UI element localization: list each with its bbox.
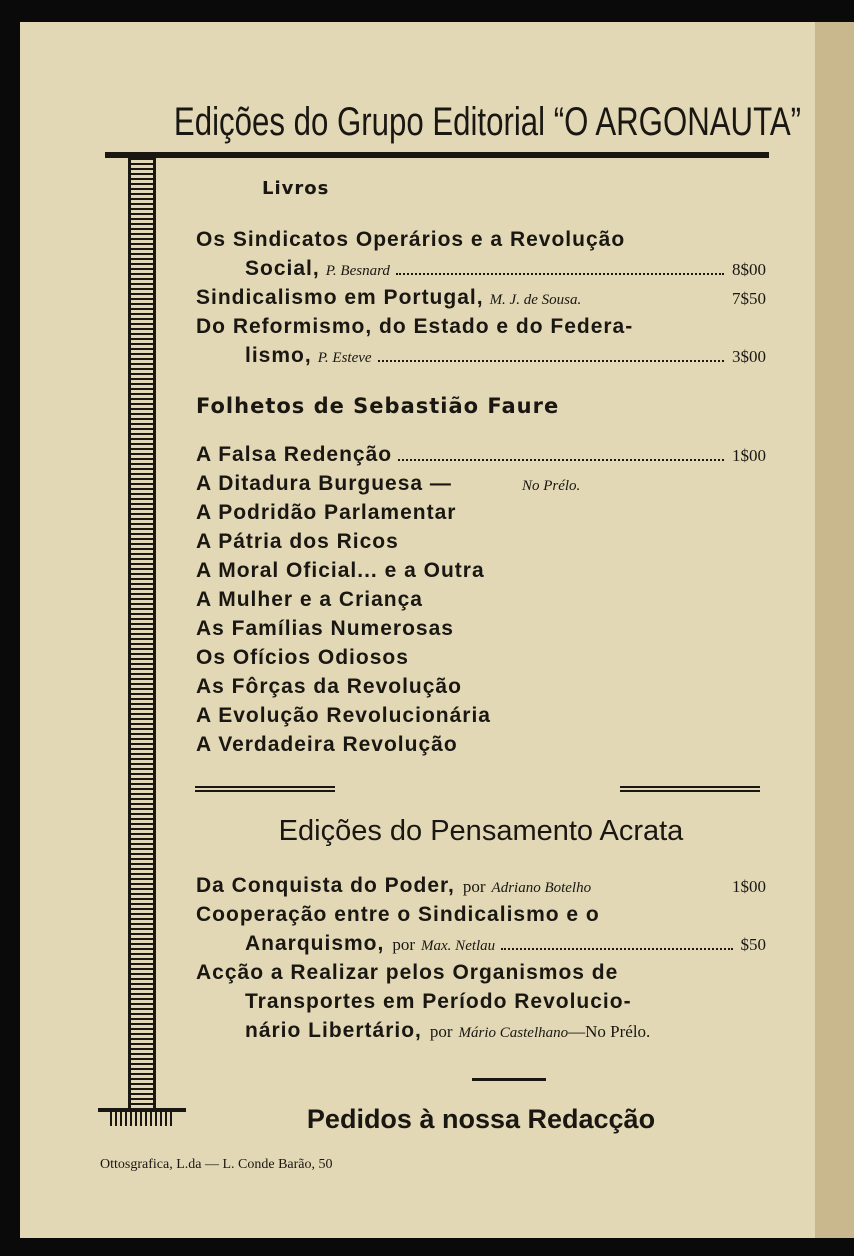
book-title-text: Do Reformismo, do Estado e do Federa- bbox=[196, 315, 634, 338]
book-title-text: Cooperação entre o Sindicalismo e o bbox=[196, 903, 600, 926]
by-label: por bbox=[429, 1022, 453, 1041]
divider-right bbox=[620, 786, 760, 792]
book-price: 1$00 bbox=[732, 877, 766, 896]
book-price: 8$00 bbox=[732, 260, 766, 279]
book-author: Adriano Botelho bbox=[491, 880, 592, 896]
pamphlet-entry: As Fôrças da Revolução bbox=[196, 675, 462, 698]
column-base-fringe bbox=[110, 1112, 174, 1126]
book-price: 3$00 bbox=[732, 347, 766, 366]
book-title bbox=[196, 961, 766, 989]
ornamental-column bbox=[128, 158, 156, 1108]
book-title-text: Os Sindicatos Operários e a Revolução bbox=[196, 228, 626, 251]
pamphlet-entry: Os Ofícios Odiosos bbox=[196, 646, 409, 669]
book-entry bbox=[245, 344, 766, 372]
pamphlet-entry: A Moral Oficial... e a Outra bbox=[196, 559, 485, 582]
page-title: Edições do Grupo Editorial “O ARGONAUTA” bbox=[173, 100, 802, 144]
book-entry bbox=[245, 932, 766, 960]
book-price: $50 bbox=[740, 935, 766, 954]
book-entry bbox=[245, 257, 766, 285]
page-edge bbox=[815, 22, 854, 1238]
book-title bbox=[245, 990, 766, 1018]
pamphlet-price: 1$00 bbox=[732, 446, 766, 465]
book-title-text: Acção a Realizar pelos Organismos de bbox=[196, 961, 619, 984]
dot-leader bbox=[398, 459, 724, 461]
divider-left bbox=[195, 786, 335, 792]
book-author: Max. Netlau bbox=[421, 938, 496, 954]
pamphlet-title: A Falsa Redenção bbox=[196, 443, 393, 466]
book-author: P. Esteve bbox=[317, 350, 372, 366]
book-title-text: Sindicalismo em Portugal, bbox=[196, 286, 484, 309]
dot-leader bbox=[378, 360, 724, 362]
pamphlet-entry bbox=[196, 472, 766, 500]
book-title bbox=[196, 228, 766, 256]
book-title-text: Anarquismo, bbox=[245, 932, 385, 955]
book-title-text: Social, bbox=[245, 257, 320, 280]
pamphlet-entry bbox=[196, 443, 766, 471]
pamphlet-entry: A Podridão Parlamentar bbox=[196, 501, 457, 524]
book-author: P. Besnard bbox=[325, 263, 390, 279]
pamphlet-entry: A Verdadeira Revolução bbox=[196, 733, 458, 756]
book-entry bbox=[196, 874, 766, 902]
book-title-text: lismo, bbox=[245, 344, 312, 367]
dot-leader bbox=[501, 948, 732, 950]
section-heading-acrata: Edições do Pensamento Acrata bbox=[278, 815, 684, 847]
divider-short bbox=[472, 1078, 546, 1081]
section-heading-livros: Livros bbox=[262, 178, 330, 199]
book-entry bbox=[196, 286, 766, 314]
printer-imprint: Ottosgrafica, L.da — L. Conde Barão, 50 bbox=[100, 1157, 333, 1172]
orders-note: Pedidos à nossa Redacção bbox=[306, 1104, 656, 1134]
book-note: —No Prélo. bbox=[568, 1022, 651, 1041]
pamphlet-entry: A Mulher e a Criança bbox=[196, 588, 423, 611]
pamphlet-title: A Ditadura Burguesa — bbox=[196, 472, 452, 495]
book-price: 7$50 bbox=[732, 289, 766, 308]
book-entry bbox=[245, 1019, 766, 1047]
pamphlet-note: No Prélo. bbox=[521, 478, 581, 494]
pamphlet-entry: A Pátria dos Ricos bbox=[196, 530, 399, 553]
pamphlet-entry: As Famílias Numerosas bbox=[196, 617, 454, 640]
book-title-text: Transportes em Período Revolucio- bbox=[245, 990, 632, 1013]
pamphlet-entry: A Evolução Revolucionária bbox=[196, 704, 491, 727]
book-title bbox=[196, 315, 766, 343]
book-title bbox=[196, 903, 696, 931]
book-title-text: Da Conquista do Poder, bbox=[196, 874, 455, 897]
book-author: M. J. de Sousa. bbox=[489, 292, 582, 308]
book-title-text: nário Libertário, bbox=[245, 1019, 422, 1042]
by-label: por bbox=[392, 935, 416, 954]
dot-leader bbox=[396, 273, 724, 275]
book-author: Mário Castelhano bbox=[458, 1025, 569, 1041]
by-label: por bbox=[462, 877, 486, 896]
title-rule bbox=[105, 152, 769, 158]
section-heading-folhetos: Folhetos de Sebastião Faure bbox=[196, 394, 560, 418]
